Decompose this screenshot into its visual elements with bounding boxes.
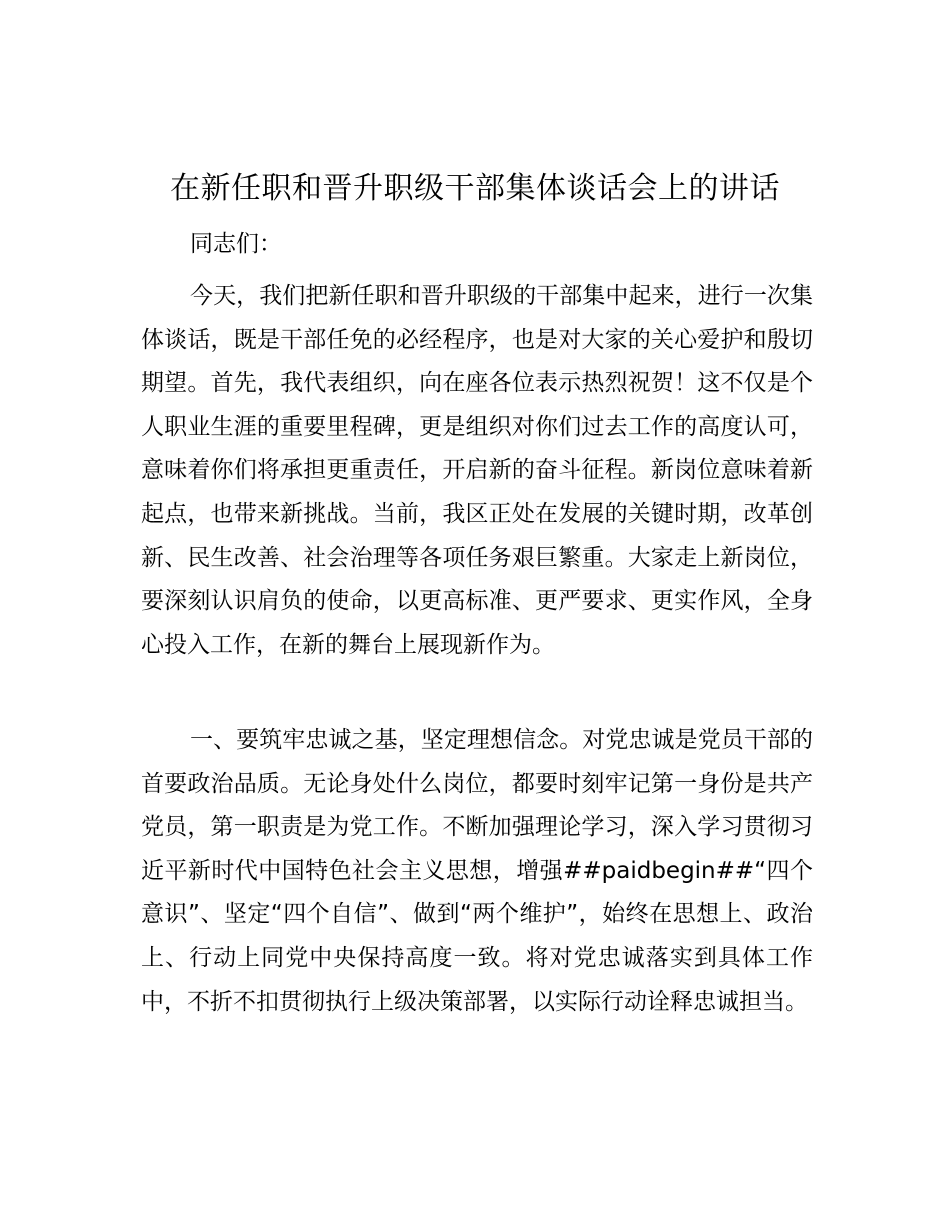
document-title: 在新任职和晋升职级干部集体谈话会上的讲话 <box>170 171 780 206</box>
paragraph-section-one: 一、要筑牢忠诚之基，坚定理想信念。对党忠诚是党员干部的首要政治品质。无论身处什么岗位，都要时刻牢记第一身份是共产党员，第一职责是为党工作。不断加强理论学习，深入学习贯彻习近平新时代中国特色社会主义思想，增强##paidbegin##“四个意识”、坚定“四个自信”、做到“两个维护”，始终在思想上、政治上、行动上同党中央保持高度一致。将对党忠诚落实到具体工作中，不折不扣贯彻执行上级决策部署，以实际行动诠释忠诚担当。 <box>141 727 813 1015</box>
salutation: 同志们： <box>190 231 282 257</box>
paragraph-opening: 今天，我们把新任职和晋升职级的干部集中起来，进行一次集体谈话，既是干部任免的必经程序，也是对大家的关心爱护和殷切期望。首先，我代表组织，向在座各位表示热烈祝贺！这不仅是个人职业生涯的重要里程碑，更是组织对你们过去工作的高度认可，意味着你们将承担更重责任，开启新的奋斗征程。新岗位意味着新起点，也带来新挑战。当前，我区正处在发展的关键时期，改革创新、民生改善、社会治理等各项任务艰巨繁重。大家走上新岗位，要深刻认识肩负的使命，以更高标准、更严要求、更实作风，全身心投入工作，在新的舞台上展现新作为。 <box>141 283 813 658</box>
